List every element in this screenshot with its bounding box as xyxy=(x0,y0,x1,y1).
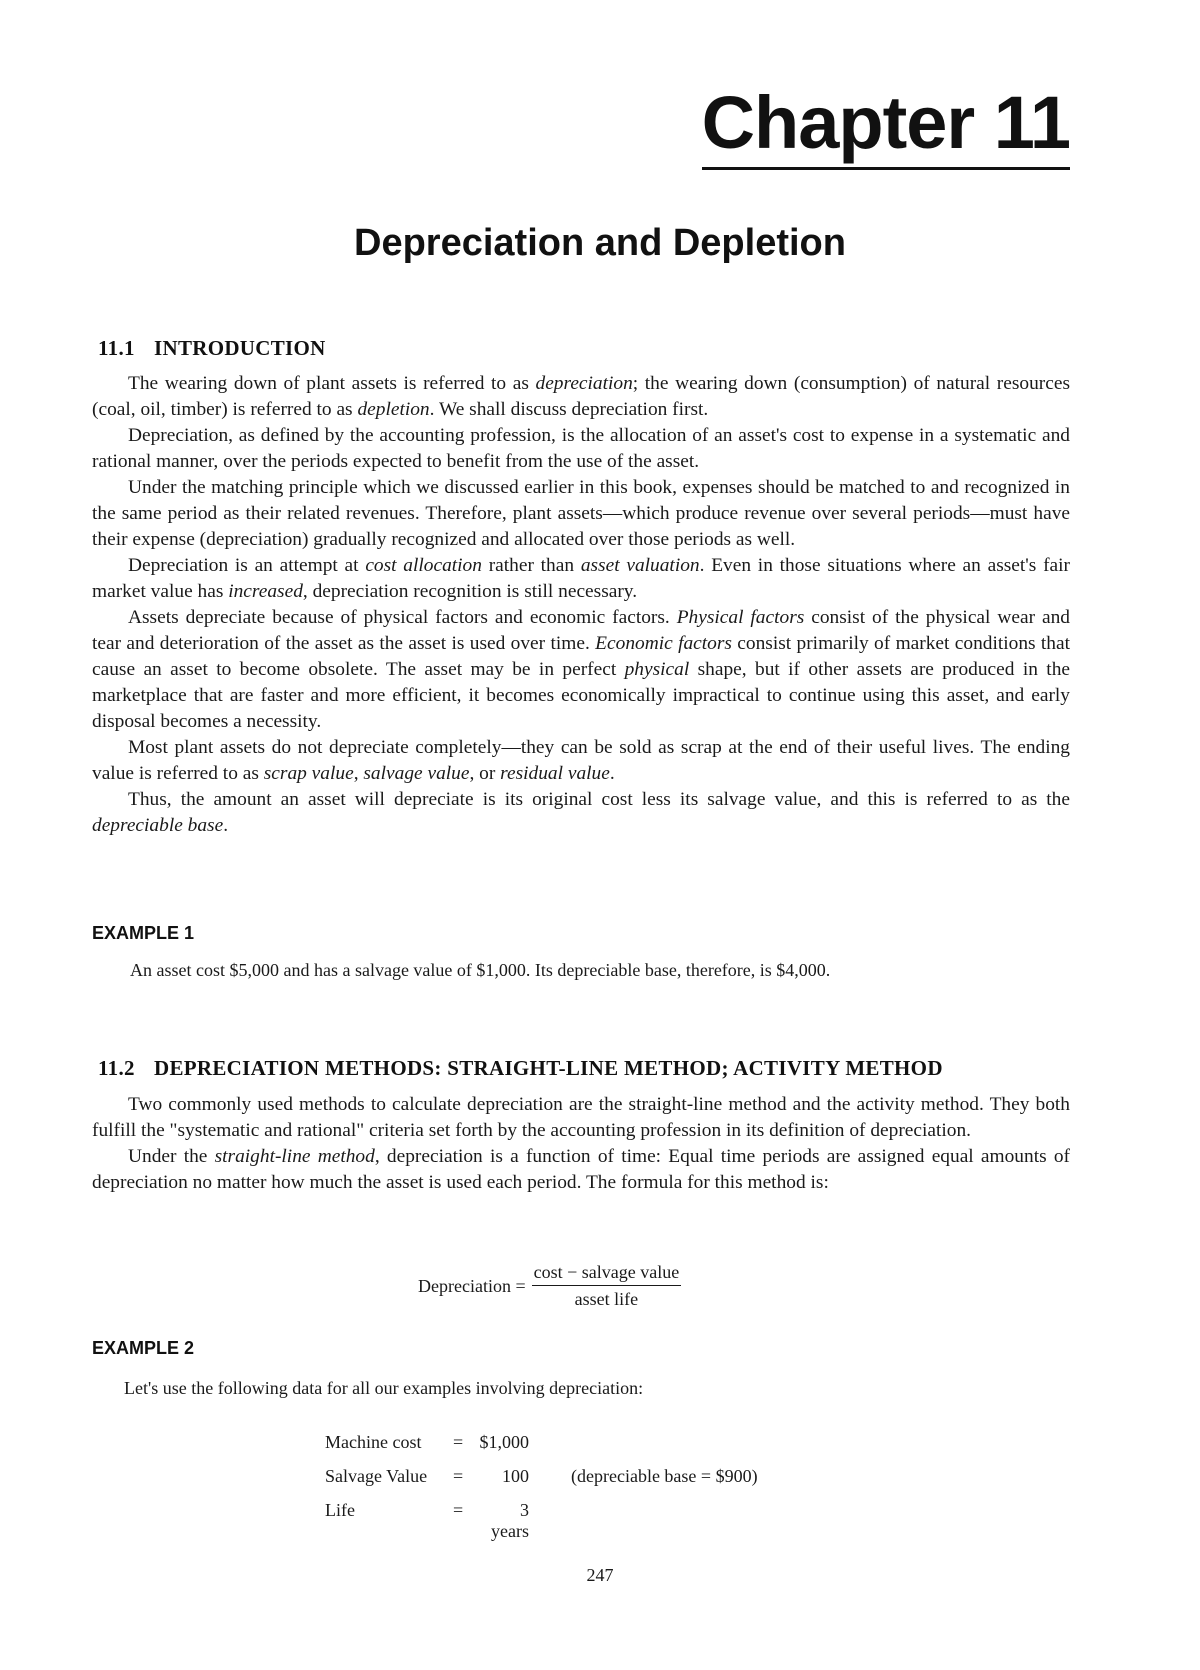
example-2-data-table xyxy=(325,1432,764,1548)
table-row xyxy=(325,1432,764,1466)
chapter-title: Depreciation and Depletion xyxy=(354,222,846,264)
table-row xyxy=(325,1466,764,1500)
section-heading-depreciation-methods xyxy=(98,1056,943,1081)
paragraph: Under the matching principle which we discussed earlier in this book, expenses should be matched to and recognized in the same period as their related revenues. Therefore, plant assets—which produce revenue over several periods—must have their expense (depreciation) gradually recognized and allocated over those periods as well. xyxy=(92,477,1070,550)
depreciation-methods-body xyxy=(92,1092,1070,1196)
paragraph: Assets depreciate because of physical factors and economic factors. Physical factors consist of the physical wear and tear and deterioration of the asset as the asset is used over time. Economic factors consist primarily of market conditions that cause an asset to become obsolete. The asset may be in perfect physical shape, but if other assets are produced in the marketplace that are faster and more efficient, it becomes economically impractical to continue using this asset, and early disposal becomes a necessity. xyxy=(92,607,1070,732)
formula-lhs: Depreciation = xyxy=(418,1275,526,1296)
paragraph: Under the straight-line method, depreciation is a function of time: Equal time periods are assigned equal amounts of depreciation no matter how much the asset is used each period. The formula for this method is: xyxy=(92,1146,1071,1193)
example-2-heading: EXAMPLE 2 xyxy=(92,1338,195,1358)
section-title: DEPRECIATION METHODS: STRAIGHT-LINE METHOD; ACTIVITY METHOD xyxy=(154,1056,943,1080)
section-heading-introduction xyxy=(98,336,326,361)
paragraph: Two commonly used methods to calculate depreciation are the straight-line method and the activity method. They both fulfill the "systematic and rational" criteria set forth by the accounting profession in its definition of depreciation. xyxy=(92,1094,1070,1141)
row-equals: = xyxy=(453,1466,464,1486)
section-number: 11.2 xyxy=(98,1056,135,1080)
row-equals: = xyxy=(453,1432,464,1452)
row-value: $1,000 xyxy=(479,1432,529,1452)
row-note: (depreciable base = $900) xyxy=(571,1466,758,1486)
formula-fraction xyxy=(532,1262,682,1310)
row-label: Life xyxy=(325,1500,355,1520)
page-number: 247 xyxy=(586,1565,614,1585)
paragraph: Thus, the amount an asset will depreciate is its original cost less its salvage value, and this is referred to as the depreciable base. xyxy=(92,789,1070,836)
table-row xyxy=(325,1500,764,1548)
row-value: 3 years xyxy=(491,1500,529,1541)
formula-numerator: cost − salvage value xyxy=(532,1262,682,1286)
section-number: 11.1 xyxy=(98,336,135,360)
paragraph: Most plant assets do not depreciate completely—they can be sold as scrap at the end of their useful lives. The ending value is referred to as scrap value, salvage value, or residual value. xyxy=(92,737,1070,784)
row-label: Machine cost xyxy=(325,1432,422,1452)
section-title: INTRODUCTION xyxy=(154,336,326,360)
straight-line-formula xyxy=(418,1262,681,1310)
example-1-heading: EXAMPLE 1 xyxy=(92,923,195,943)
paragraph: The wearing down of plant assets is referred to as depreciation; the wearing down (consumption) of natural resources (coal, oil, timber) is referred to as depletion. We shall discuss depreciation first. xyxy=(92,373,1071,420)
chapter-label: Chapter 11 xyxy=(702,82,1070,170)
row-equals: = xyxy=(453,1500,464,1520)
example-2-intro: Let's use the following data for all our examples involving depreciation: xyxy=(124,1378,644,1398)
row-value: 100 xyxy=(502,1466,529,1486)
row-note xyxy=(571,1500,764,1548)
paragraph: Depreciation is an attempt at cost allocation rather than asset valuation. Even in those situations where an asset's fair market value has increased, depreciation recognition is still necessary. xyxy=(92,555,1071,602)
row-label: Salvage Value xyxy=(325,1466,428,1486)
introduction-body xyxy=(92,371,1070,839)
example-1-text: An asset cost $5,000 and has a salvage value of $1,000. Its depreciable base, therefore, is $4,000. xyxy=(130,960,831,980)
paragraph: Depreciation, as defined by the accounting profession, is the allocation of an asset's cost to expense in a systematic and rational manner, over the periods expected to benefit from the use of the asset. xyxy=(92,425,1070,472)
row-note xyxy=(571,1432,764,1466)
formula-denominator: asset life xyxy=(574,1289,639,1309)
